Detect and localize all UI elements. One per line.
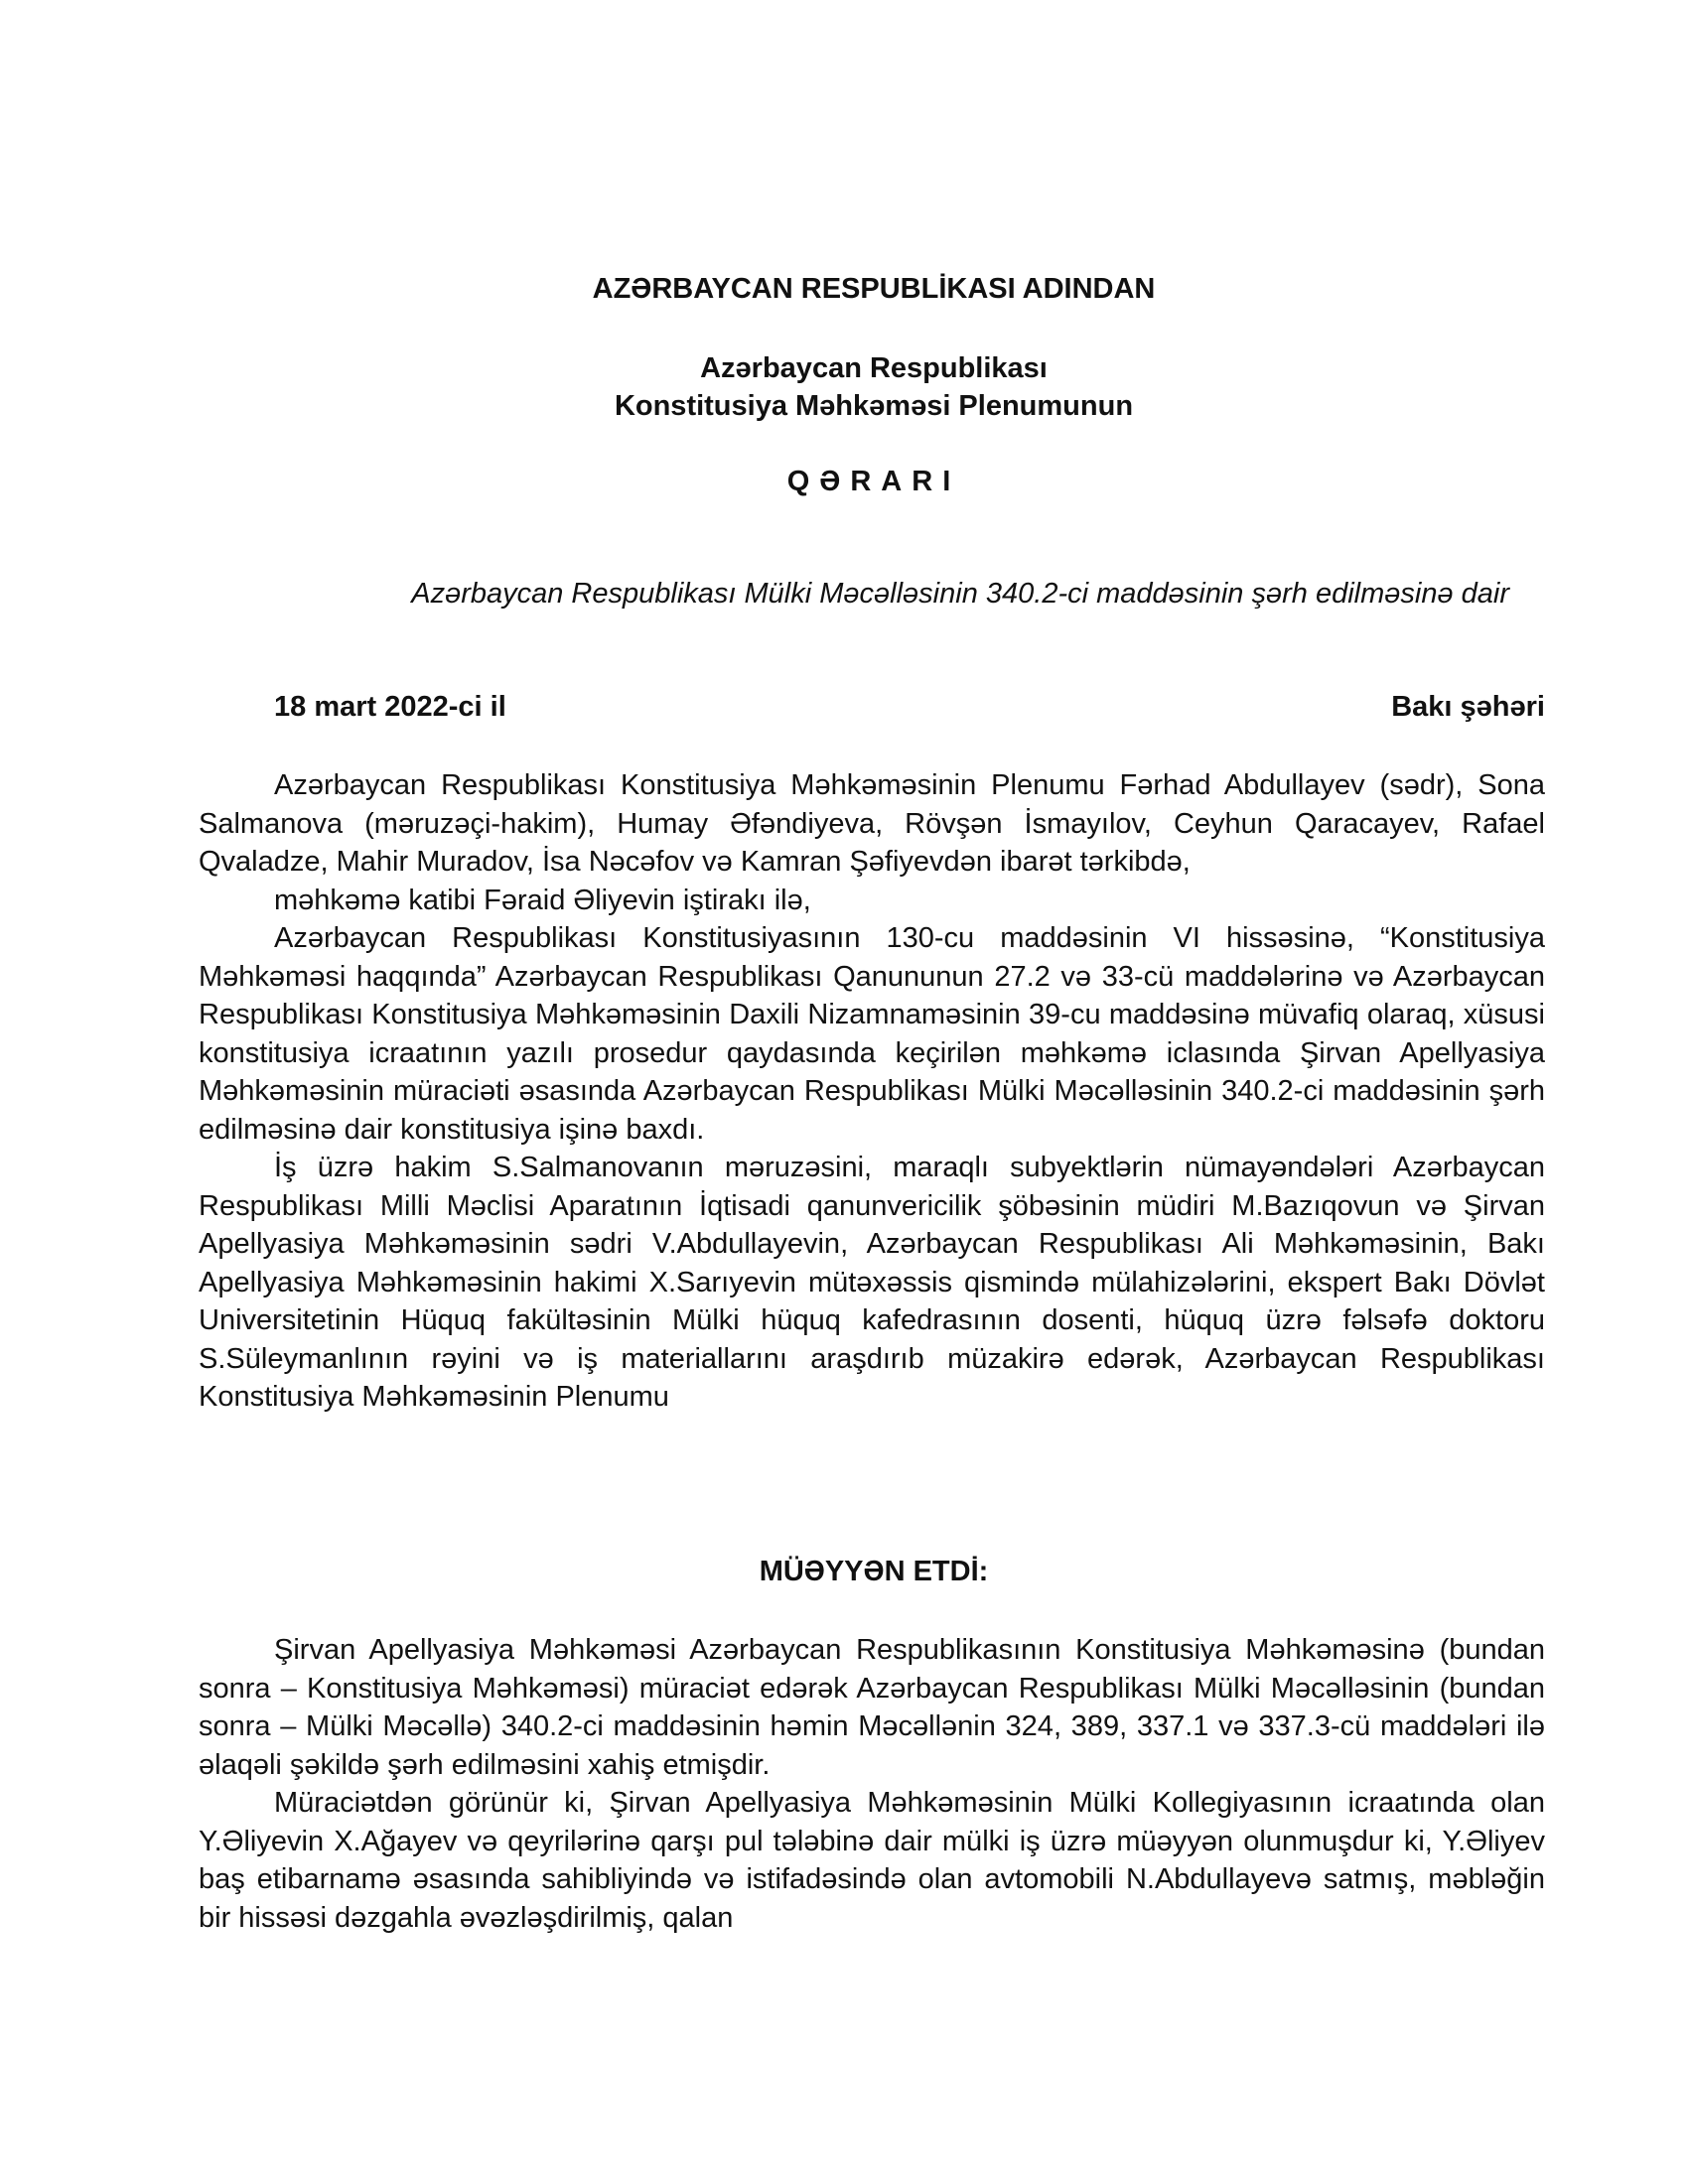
paragraph: Müraciətdən görünür ki, Şirvan Apellyasiya Məhkəməsinin Mülki Kollegiyasının icraatında olan Y.Əliyevin X.Ağayev və qeyrilərinə qarşı pul tələbinə dair mülki iş üzrə müəyyən olunmuşdur ki, Y.Əliyev baş etibarnamə əsasında sahibliyində və istifadəsində olan avtomobili N.Abdullayevə satmış, məbləğin bir hissəsi dəzgahla əvəzləşdirilmiş, qalan xyxy=(199,1787,1545,1934)
paragraph: Azərbaycan Respublikası Konstitusiya Məhkəməsinin Plenumu Fərhad Abdullayev (sədr), Sona Salmanova (məruzəçi-hakim), Humay Əfəndiyeva, Rövşən İsmayılov, Ceyhun Qaracayev, Rafael Qvaladze, Mahir Muradov, İsa Nəcəfov və Kamran Şəfiyevdən ibarət tərkibdə, xyxy=(199,769,1545,878)
document-header: AZƏRBAYCAN RESPUBLİKASI ADINDAN xyxy=(592,273,1156,305)
paragraph: məhkəmə katibi Fəraid Əliyevin iştirakı ilə, xyxy=(274,884,811,916)
decision-place: Bakı şəhəri xyxy=(1391,691,1545,723)
section-heading: MÜƏYYƏN ETDİ: xyxy=(759,1556,989,1587)
decision-date: 18 mart 2022-ci il xyxy=(274,691,506,723)
decision-subject: Azərbaycan Respublikası Mülki Məcəlləsinin 340.2-ci maddəsinin şərh edilməsinə dair xyxy=(411,578,1509,610)
court-name-line2: Konstitusiya Məhkəməsi Plenumunun xyxy=(614,390,1134,422)
court-name-line1: Azərbaycan Respublikası xyxy=(700,352,1048,384)
decision-title: QƏRARI xyxy=(786,466,961,497)
paragraph: Şirvan Apellyasiya Məhkəməsi Azərbaycan Respublikasının Konstitusiya Məhkəməsinə (bundan sonra – Konstitusiya Məhkəməsi) müraciət edərək Azərbaycan Respublikası Mülki Məcəlləsinin (bundan sonra – Mülki Məcəllə) 340.2-ci maddəsinin həmin Məcəllənin 324, 389, 337.1 və 337.3-cü maddələri ilə əlaqəli şəkildə şərh edilməsini xahiş etmişdir. xyxy=(199,1634,1545,1781)
paragraph: Azərbaycan Respublikası Konstitusiyasının 130-cu maddəsinin VI hissəsinə, “Konstitusiya Məhkəməsi haqqında” Azərbaycan Respublikası Qanununun 27.2 və 33-cü maddələrinə və Azərbaycan Respublikası Konstitusiya Məhkəməsinin Daxili Nizamnaməsinin 39-cu maddəsinə müvafiq olaraq, xüsusi konstitusiya icraatının yazılı prosedur qaydasında keçirilən məhkəmə iclasında Şirvan Apellyasiya Məhkəməsinin müraciəti əsasında Azərbaycan Respublikası Mülki Məcəlləsinin 340.2-ci maddəsinin şərh edilməsinə dair konstitusiya işinə baxdı. xyxy=(199,922,1545,1146)
paragraph: İş üzrə hakim S.Salmanovanın məruzəsini, maraqlı subyektlərin nümayəndələri Azərbaycan Respublikası Milli Məclisi Aparatının İqtisadi qanunvericilik şöbəsinin müdiri M.Bazıqovun və Şirvan Apellyasiya Məhkəməsinin sədri V.Abdullayevin, Azərbaycan Respublikası Ali Məhkəməsinin, Bakı Apellyasiya Məhkəməsinin hakimi X.Sarıyevin mütəxəssis qismində mülahizələrini, ekspert Bakı Dövlət Universitetinin Hüquq fakültəsinin Mülki hüquq kafedrasının dosenti, hüquq üzrə fəlsəfə doktoru S.Süleymanlının rəyini və iş materiallarını araşdırıb müzakirə edərək, Azərbaycan Respublikası Konstitusiya Məhkəməsinin Plenumu xyxy=(199,1152,1545,1413)
preamble-text xyxy=(199,766,1545,1417)
findings-text xyxy=(199,1631,1545,1937)
